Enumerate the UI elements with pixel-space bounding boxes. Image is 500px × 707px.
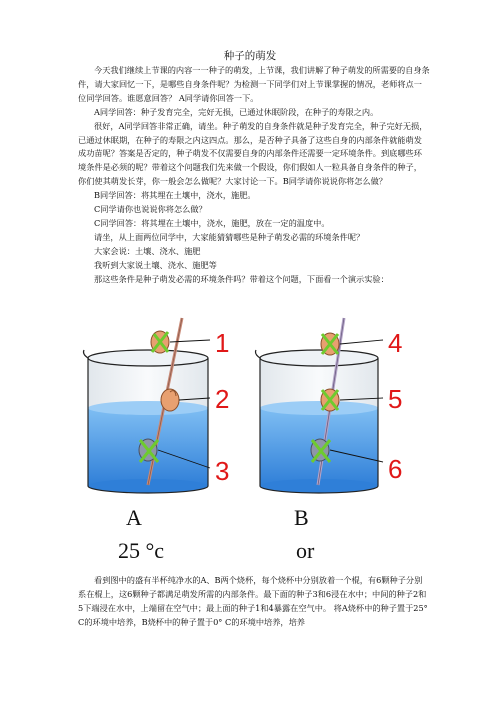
- paragraph-intro: 今天我们继续上节课的内容一一种子的萌发，上节课，我们讲解了种子萌发的所需要的自身条件，请大家回忆一下，是哪些自身条件呢？为检测一下同学们对上节课掌握的情况，老师将点一位同学回答。谁愿意回答？ A同学请你回答一下。: [78, 65, 430, 103]
- paragraph-answer-c: C同学回答：将其埋在土壤中，浇水，施肥，放在一定的温度中。: [94, 217, 330, 228]
- seed-4: [321, 333, 339, 355]
- beaker-a: [84, 318, 230, 563]
- seed-label-5: 5: [388, 384, 403, 414]
- seed-label-1: 1: [215, 328, 230, 358]
- document-title: 种子的萌发: [223, 50, 277, 62]
- seed-label-3: 3: [215, 456, 230, 486]
- paragraph-answer-a: A同学回答：种子发育完全，完好无损，已通过休眠阶段，在种子的寿限之内。: [94, 106, 379, 117]
- experiment-figure: [78, 300, 438, 570]
- paragraph-answer-b: B同学回答：将其埋在土壤中，浇水，施肥。: [94, 190, 256, 201]
- seed-5: [321, 389, 339, 411]
- paragraph-heard: 我听到大家说土壤、浇水、施肥等: [94, 259, 217, 270]
- seed-3: [139, 439, 158, 462]
- paragraph-ask-c: C同学请你也说说你将怎么做？: [94, 204, 207, 215]
- beaker-b-temperature: or: [296, 538, 315, 563]
- seed-label-4: 4: [388, 328, 403, 358]
- paragraph-class-answer: 大家会说：土壤、浇水、施肥: [94, 245, 201, 256]
- paragraph-question: 请坐，从上面两位同学中，大家能猜猜哪些是种子萌发必需的环境条件呢？: [94, 231, 365, 242]
- beaker-a-label: A: [126, 505, 142, 530]
- document-body: [78, 64, 430, 287]
- beaker-a-temperature: 25 °c: [118, 538, 165, 563]
- seed-label-2: 2: [215, 384, 230, 414]
- paragraph-experiment-intro: 那这些条件是种子萌发必需的环境条件吗？带着这个问题，下面看一个演示实验：: [94, 273, 389, 284]
- beaker-diagram: [78, 300, 438, 570]
- seed-label-6: 6: [388, 454, 403, 484]
- paragraph-discussion: 很好，A同学回答非常正确，请坐。种子萌发的自身条件就是种子发育完全，种子完好无损，已通过休眠期，在种子的寿限之内这四点。那么，是否种子具备了这些自身的内部条件就能萌发成功苗呢？答案是否定的，种子萌发不仅需要自身的内部条件还需要一定环境条件。到底哪些环境条件是必须的呢？带着这个问题我们先来做一个假设，你们假如人一粒具备自身条件的种子，你们使其萌发长芽，你一般会怎么做呢？大家讨论一下。B同学请你说说你将怎么做？: [78, 120, 428, 187]
- seed-6: [311, 439, 330, 462]
- seed-1: [151, 331, 169, 353]
- beaker-b: [256, 318, 403, 563]
- beaker-b-label: B: [294, 505, 309, 530]
- seed-2: [161, 389, 179, 411]
- paragraph-figure-description: 看到图中的盛有半杯纯净水的A、B两个烧杯，每个烧杯中分别放着一个棍，有6颗种子分别系在棍上，这6颗种子都满足萌发所需的内部条件。最下面的种子3和6浸在水中；中间的种子2和5下端浸在水中，上端留在空气中；最上面的种子1和4暴露在空气中。 将A烧杯中的种子置于25° C的环境中培养，B烧杯中的种子置于0° C的环境中培养，培养: [78, 575, 428, 627]
- figure-explanation: [78, 573, 430, 629]
